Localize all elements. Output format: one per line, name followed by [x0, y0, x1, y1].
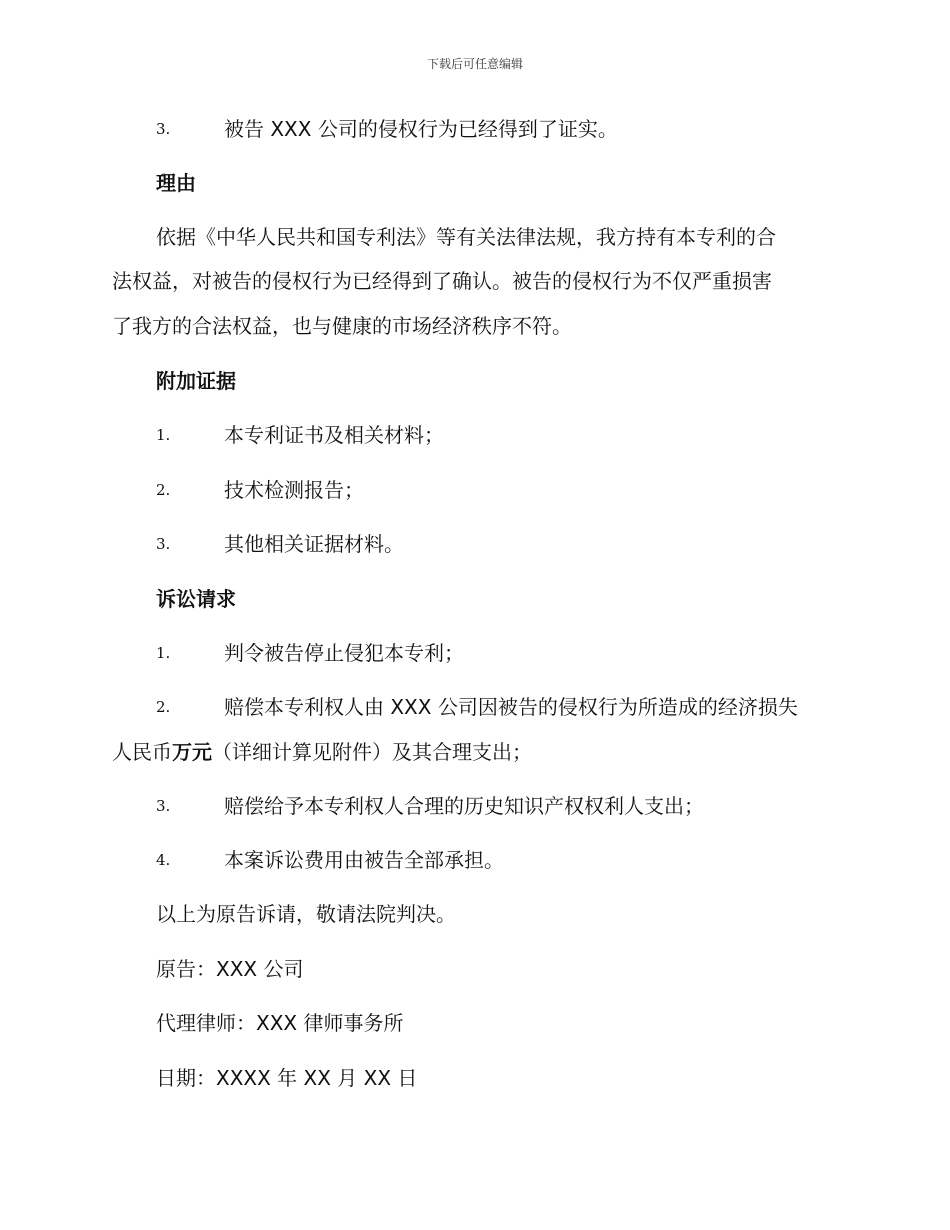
list-text: 赔偿给予本专利权人合理的历史知识产权权利人支出； [224, 794, 704, 818]
list-number: 1. [156, 426, 171, 444]
list-text: 其他相关证据材料。 [224, 532, 404, 556]
section-heading-claims [0, 582, 950, 616]
list-number: 2. [156, 481, 171, 499]
attorney-line [0, 1006, 950, 1040]
list-item [0, 636, 950, 670]
paragraph-line [0, 309, 950, 343]
list-item [0, 690, 950, 724]
paragraph-text: 法权益，对被告的侵权行为已经得到了确认。被告的侵权行为不仅严重损害 [112, 269, 772, 293]
list-item [0, 473, 950, 507]
list-number: 4. [156, 851, 171, 869]
list-text-continuation [112, 735, 532, 769]
heading-text: 附加证据 [156, 369, 236, 393]
date-line [0, 1061, 950, 1095]
list-text: 本专利证书及相关材料； [224, 423, 444, 447]
list-text: 赔偿本专利权人由 XXX 公司因被告的侵权行为所造成的经济损失 [224, 695, 798, 719]
list-item-continuation [0, 735, 950, 769]
paragraph-line [0, 220, 950, 254]
paragraph-line [0, 264, 950, 298]
paragraph-text: 依据《中华人民共和国专利法》等有关法律法规，我方持有本专利的合 [156, 225, 776, 249]
closing-text: 以上为原告诉请，敬请法院判决。 [156, 902, 456, 926]
page-header: 下载后可任意编辑 [426, 57, 523, 71]
text-bold-amount: 万元 [172, 740, 212, 764]
closing-statement [0, 897, 950, 931]
text-prefix: 人民币 [112, 740, 172, 764]
list-text: 判令被告停止侵犯本专利； [224, 641, 464, 665]
heading-text: 诉讼请求 [156, 587, 236, 611]
list-item [0, 418, 950, 452]
attorney-text: 代理律师：XXX 律师事务所 [156, 1011, 404, 1035]
list-text: 本案诉讼费用由被告全部承担。 [224, 848, 504, 872]
list-number: 3. [156, 797, 171, 815]
text-suffix: （详细计算见附件）及其合理支出； [212, 740, 532, 764]
list-number: 2. [156, 698, 171, 716]
list-item [0, 527, 950, 561]
paragraph-text: 了我方的合法权益，也与健康的市场经济秩序不符。 [112, 314, 572, 338]
list-item [0, 789, 950, 823]
list-item [0, 112, 950, 146]
date-text: 日期：XXXX 年 XX 月 XX 日 [156, 1066, 418, 1090]
list-number: 3. [156, 535, 171, 553]
list-number: 1. [156, 644, 171, 662]
list-text: 技术检测报告； [224, 478, 364, 502]
section-heading-reasons [0, 166, 950, 200]
section-heading-evidence [0, 364, 950, 398]
plaintiff-text: 原告：XXX 公司 [156, 957, 304, 981]
heading-text: 理由 [156, 171, 196, 195]
list-number: 3. [156, 120, 171, 138]
list-item [0, 843, 950, 877]
list-text: 被告 XXX 公司的侵权行为已经得到了证实。 [224, 117, 618, 141]
plaintiff-line [0, 952, 950, 986]
